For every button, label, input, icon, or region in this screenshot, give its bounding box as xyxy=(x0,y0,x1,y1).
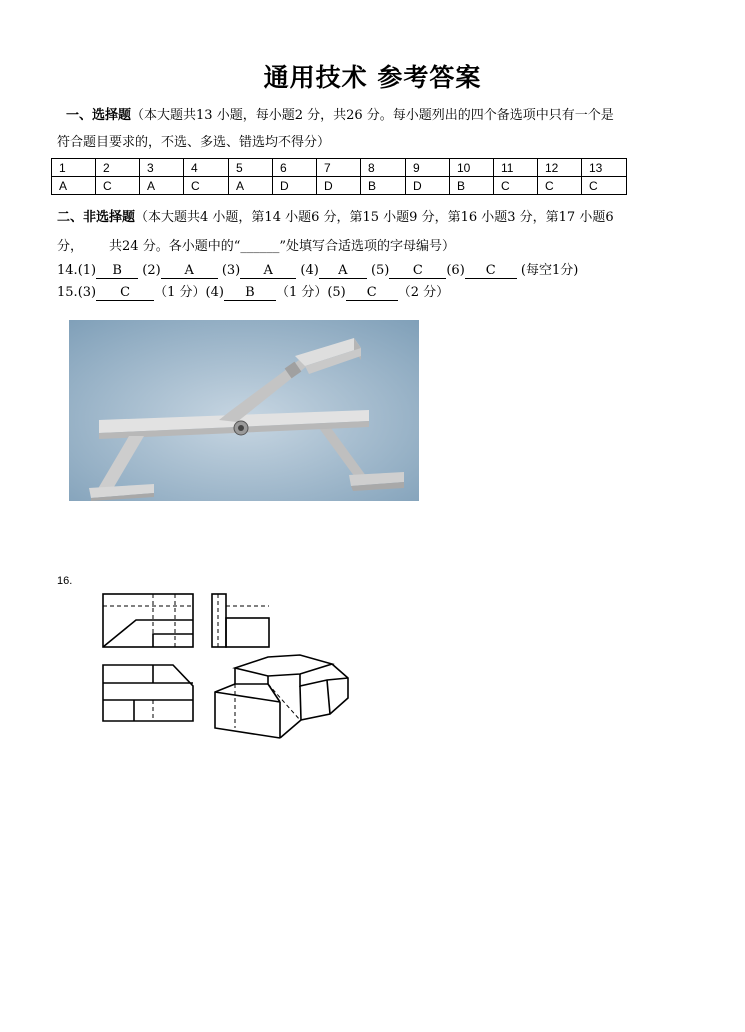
table-cell-number: 9 xyxy=(406,159,450,177)
iso-top-face xyxy=(235,655,332,676)
q14-answer: A xyxy=(319,264,367,279)
table-cell-number: 7 xyxy=(317,159,361,177)
answer-table-answer-row xyxy=(52,177,627,195)
q14-answer: B xyxy=(96,264,138,279)
q15-score: （2 分） xyxy=(397,285,450,300)
q15-line xyxy=(57,284,449,302)
q15-score: （1 分） xyxy=(154,285,206,300)
q15-answer: C xyxy=(346,286,398,301)
q14-label: (2) xyxy=(142,263,161,278)
front-view-step xyxy=(153,634,193,647)
q14-label: (6) xyxy=(446,263,465,278)
table-cell-number: 1 xyxy=(52,159,96,177)
table-cell-answer: A xyxy=(52,177,96,195)
table-cell-number: 11 xyxy=(494,159,538,177)
table-cell-answer: C xyxy=(184,177,229,195)
table-cell-answer: D xyxy=(273,177,317,195)
table-cell-answer: C xyxy=(538,177,582,195)
side-view-lower xyxy=(226,618,269,647)
table-cell-number: 2 xyxy=(96,159,140,177)
q15-answer: B xyxy=(224,286,276,301)
answer-table-number-row xyxy=(52,159,627,177)
answer-table xyxy=(51,158,627,195)
q14-label: (3) xyxy=(221,263,241,278)
table-cell-answer: A xyxy=(140,177,184,195)
section2-heading: 二、非选择题 xyxy=(57,210,136,225)
section2-desc-line1: （本大题共4 小题，第14 小题6 分，第15 小题9 分，第16 小题3 分，第17 小题6 xyxy=(135,210,614,225)
table-cell-number: 6 xyxy=(273,159,317,177)
section2-desc-b: 共24 分。各小题中的“ xyxy=(109,239,241,254)
q14-answer: A xyxy=(240,264,296,279)
q14-label: (5) xyxy=(370,263,390,278)
top-view-outline xyxy=(103,665,193,721)
table-cell-number: 12 xyxy=(538,159,582,177)
section2-line2 xyxy=(57,238,455,256)
three-view-drawing xyxy=(95,588,355,748)
q14-prefix: 14. xyxy=(57,263,78,278)
q14-answer: C xyxy=(389,264,446,279)
side-view-upper xyxy=(212,594,226,647)
q15-answer: C xyxy=(96,286,154,301)
table-cell-answer: B xyxy=(361,177,406,195)
section1-line1 xyxy=(66,107,614,125)
q15-prefix: 15. xyxy=(57,285,78,300)
q14-label: (1) xyxy=(77,263,97,278)
q14-note: (每空1分) xyxy=(520,263,579,278)
q16-label: 16. xyxy=(57,575,73,587)
table-cell-number: 3 xyxy=(140,159,184,177)
section1-heading: 一、选择题 xyxy=(66,108,132,123)
page-title: 通用技术 参考答案 xyxy=(263,63,482,92)
table-cell-number: 10 xyxy=(450,159,494,177)
table-cell-number: 4 xyxy=(184,159,229,177)
q14-answer: C xyxy=(465,264,517,279)
section2-desc-a: 分， xyxy=(57,239,84,254)
q15-label: (4) xyxy=(205,285,224,300)
table-cell-answer: C xyxy=(582,177,627,195)
table-cell-answer: C xyxy=(96,177,140,195)
table-cell-number: 13 xyxy=(582,159,627,177)
table-cell-answer: C xyxy=(494,177,538,195)
section1-desc-line1: （本大题共13 小题，每小题2 分，共26 分。每小题列出的四个备选项中只有一个是 xyxy=(131,108,614,123)
table-cell-answer: D xyxy=(406,177,450,195)
section1-desc-line2: 符合题目要求的，不选、多选、错选均不得分） xyxy=(57,135,331,150)
bench-render-image xyxy=(69,320,419,501)
q14-line xyxy=(57,262,578,280)
table-cell-number: 8 xyxy=(361,159,406,177)
table-cell-number: 5 xyxy=(229,159,273,177)
q14-answer: A xyxy=(161,264,218,279)
table-cell-answer: B xyxy=(450,177,494,195)
q14-label: (4) xyxy=(300,263,319,278)
table-cell-answer: A xyxy=(229,177,273,195)
section2-blank: ______ xyxy=(240,239,280,254)
table-cell-answer: D xyxy=(317,177,361,195)
q15-label: (3) xyxy=(77,285,97,300)
section2-desc-c: ”处填写合适选项的字母编号） xyxy=(279,239,455,254)
q15-label: (5) xyxy=(327,285,346,300)
q15-score: （1 分） xyxy=(275,285,328,300)
section2-line1 xyxy=(57,209,614,227)
